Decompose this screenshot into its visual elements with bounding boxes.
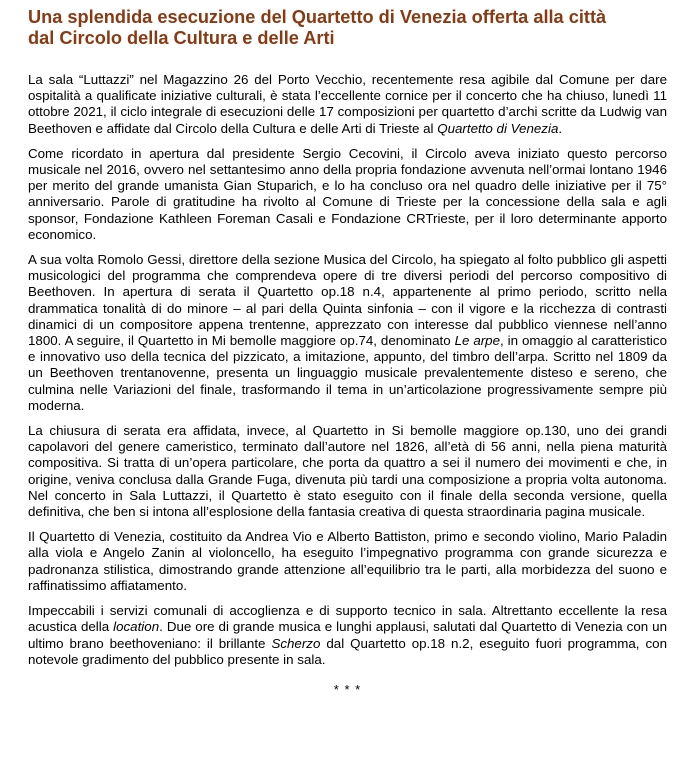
paragraph-6-italic-1: location: [113, 619, 160, 635]
paragraph-6: [28, 603, 667, 668]
paragraph-3: [28, 252, 667, 414]
paragraph-6-text-a: Impeccabili i servizi comunali di accoglienza e di supporto tecnico in sala. Altrettanto eccellente la resa acustica della: [28, 603, 667, 635]
paragraph-3-italic: Le arpe: [454, 333, 501, 349]
paragraph-3-text-b: , in omaggio al caratteristico e innovativo uso della tecnica del pizzicato, a imitazione, appunto, del timbro dell’arpa. Scritto nel 1809 da un Beethoven trentanovenne, presenta un linguaggio musicale prevalentemente disteso e sereno, che culmina nelle Variazioni del finale, trasformando il tema in un’articolazione progressivamente sempre più moderna.: [28, 333, 667, 413]
title-line-1: Una splendida esecuzione del Quartetto di Venezia offerta alla città: [28, 7, 607, 27]
paragraph-4: La chiusura di serata era affidata, invece, al Quartetto in Si bemolle maggiore op.130, uno dei grandi capolavori del genere cameristico, terminato dall’autore nel 1826, all’età di 56 anni, nella piena maturità compositiva. Si tratta di un’opera particolare, che porta da quattro a sei il numero dei movimenti e che, in origine, veniva conclusa dalla Grande Fuga, divenuta più tardi una composizione a propria volta autonoma. Nel concerto in Sala Luttazzi, il Quartetto è stato eseguito con il finale della seconda versione, quella definitiva, che ben si intona all’esplosione della fantasia creativa di questa straordinaria pagina musicale.: [28, 423, 667, 520]
paragraph-3-text-a: A sua volta Romolo Gessi, direttore della sezione Musica del Circolo, ha spiegato al folto pubblico gli aspetti musicologici del programma che comprendeva opere di tre diversi periodi del percorso compositivo di Beethoven. In apertura di serata il Quartetto op.18 n.4, appartenente al primo periodo, scritto nella drammatica tonalità di do minore – al pari della Quinta sinfonia – con il vigore e la ricchezza di contrasti dinamici di un compositore appena trentenne, apprezzato con interesse dal pubblico viennese nell’anno 1800. A seguire, il Quartetto in Mi bemolle maggiore op.74, denominato: [28, 252, 667, 349]
paragraph-1-text-a: La sala “Luttazzi” nel Magazzino 26 del Porto Vecchio, recentemente resa agibile dal Comune per dare ospitalità a qualificate iniziative culturali, è stata l’eccellente cornice per il concerto che ha chiuso, lunedì 11 ottobre 2021, il ciclo integrale di esecuzioni delle 17 composizioni per quartetto d’archi scritte da Ludwig van Beethoven e affidate dal Circolo della Cultura e delle Arti di Trieste al: [28, 72, 667, 136]
paragraph-1-text-b: .: [558, 120, 563, 136]
paragraph-2: Come ricordato in apertura dal presidente Sergio Cecovini, il Circolo aveva iniziato questo percorso musicale nel 2016, ovvero nel settantesimo anno della propria fondazione avvenuta nell’ormai lontano 1946 per merito del grande umanista Gian Stuparich, e lo ha concluso ora nel quadro delle iniziative per il 75° anniversario. Parole di gratitudine ha rivolto al Comune di Trieste per la concessione della sala e agli sponsor, Fondazione Kathleen Foreman Casali e Fondazione CRTrieste, per il loro determinante apporto economico.: [28, 145, 667, 242]
article: [28, 7, 667, 697]
paragraph-6-text-c: dal Quartetto op.18 n.2, eseguito fuori programma, con notevole gradimento del pubblico presente in sala.: [28, 635, 667, 667]
paragraph-6-text-b: . Due ore di grande musica e lunghi applausi, salutati dal Quartetto di Venezia con un ultimo brano beethoveniano: il brillante: [28, 619, 667, 651]
section-separator: * * *: [333, 681, 362, 697]
paragraph-1-italic: Quartetto di Venezia: [437, 120, 559, 136]
title-line-2: dal Circolo della Cultura e delle Arti: [28, 28, 335, 48]
article-title: [28, 7, 667, 49]
paragraph-5: Il Quartetto di Venezia, costituito da Andrea Vio e Alberto Battiston, primo e secondo violino, Mario Paladin alla viola e Angelo Zanin al violoncello, ha eseguito l’impegnativo programma con grande sicurezza e padronanza stilistica, dimostrando grande attenzione all’equilibrio tra le parti, alla morbidezza del suono e raffinatissimo affiatamento.: [28, 529, 667, 593]
paragraph-1: [28, 72, 667, 137]
paragraph-6-italic-2: Scherzo: [271, 635, 321, 651]
